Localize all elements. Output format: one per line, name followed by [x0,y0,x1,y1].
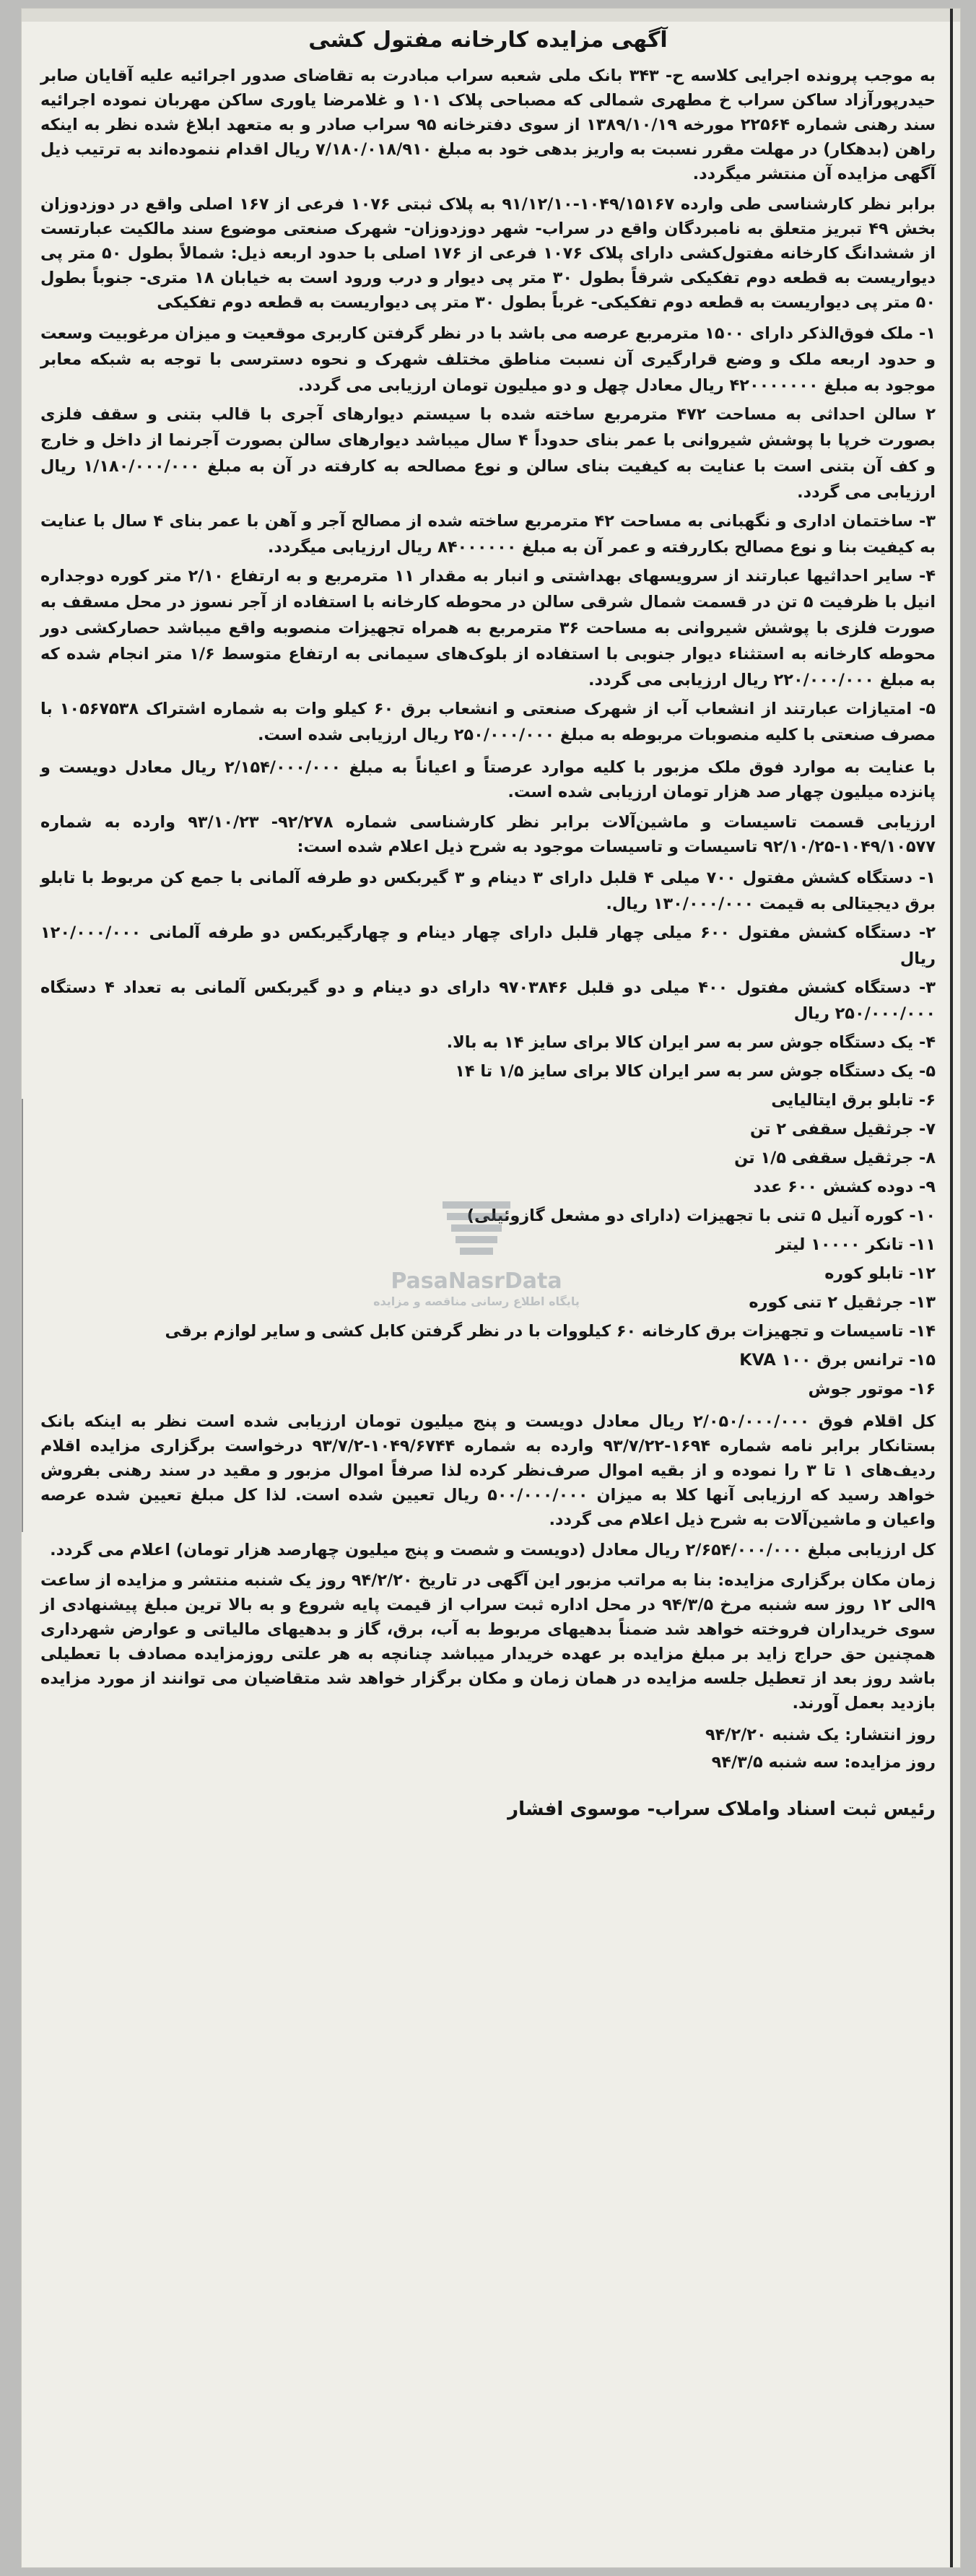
column-rule-left [22,1099,23,1532]
machine-item-7: ۷- جرثقیل سقفی ۲ تن [750,1120,936,1139]
watermark-brand: PasaNasrData [391,1269,562,1294]
notice-dates [40,1723,936,1775]
machine-item-9: ۹- دوده کشش ۶۰۰ عدد [753,1178,936,1196]
machine-item-12: ۱۲- تابلو کوره [824,1264,936,1283]
column-rule-right [950,9,953,2567]
machinery-list [40,865,936,1402]
newspaper-clipping [22,9,960,2567]
valuation-item-1: ۱- ملک فوق‌الذکر دارای ۱۵۰۰ مترمربع عرصه می باشد با در نظر گرفتن کاربری موقعیت و میزان مرغوبیت وسعت و حدود اربعه ملک و وضع قرارگیری آن نسبت مناطق مختلف شهرک و نحوه دسترسی با توجه به شبکه معابر موجود به مبلغ ۴۲۰۰۰۰۰۰۰ ریال معادل چهل و دو میلیون تومان ارزیابی می گردد. [40,324,936,395]
machinery-intro: ارزیابی قسمت تاسیسات و ماشین‌آلات برابر نظر کارشناسی شماره ۹۲/۲۷۸- ۹۳/۱۰/۲۳ وارده به شماره ۱۰۴۹/۱۰۵۷۷-۹۲/۱۰/۲۵ تاسیسات و تاسیسات موجود به شرح ذیل اعلام شده است: [40,813,936,856]
valuation-items [40,321,936,748]
property-description: برابر نظر کارشناسی طی وارده ۱۰۴۹/۱۵۱۶۷-۹۱/۱۲/۱۰ به پلاک ثبتی ۱۰۷۶ فرعی از ۱۶۷ اصلی واقع در دوزدوزان بخش ۴۹ تبریز متعلق به نامبردگان واقع در سراب- شهر دوزدوزان- شهرک صنعتی موضوع سند مالکیت عبارتست از ششدانگ کارخانه مفتول‌کشی دارای پلاک ۱۰۷۶ فرعی از ۱۷۶ اصلی با حدود اربعه ذیل: شمالاً بطول ۵۰ متر پی دیواریست به قطعه دوم تفکیکی شرقاً بطول ۳۰ متر پی دیوار و درب ورود است به خیابان ۱۸ متری- جنوباً بطول ۵۰ متر پی دیواریست به قطعه دوم تفکیکی- غرباً بطول ۳۰ متر پی دیواریست به قطعه دوم تفکیکی [40,195,936,312]
registry-signature: رئیس ثبت اسناد واملاک سراب- موسوی افشار [507,1798,936,1820]
machine-item-2: ۲- دستگاه کشش مفتول ۶۰۰ میلی چهار قلبل دارای چهار دینام و چهارگیربکس دو طرفه آلمانی ۱۲۰/۰۰۰/۰۰۰ ریال [40,923,936,968]
machine-item-16: ۱۶- موتور جوش [808,1380,936,1398]
machine-item-3: ۳- دستگاه کشش مفتول ۴۰۰ میلی دو قلبل ۹۷۰۳۸۴۶ دارای دو دینام و دو گیربکس آلمانی به تعداد ۴ دستگاه ۲۵۰/۰۰۰/۰۰۰ ریال [40,978,936,1023]
watermark-caption: پایگاه اطلاع رسانی مناقصه و مزایده [373,1294,580,1308]
machine-item-14: ۱۴- تاسیسات و تجهیزات برق کارخانه ۶۰ کیلووات با در نظر گرفتن کابل کشی و سایر لوازم برقی [165,1322,936,1341]
machinery-total: کل اقلام فوق ۲/۰۵۰/۰۰۰/۰۰۰ ریال معادل دویست و پنج میلیون تومان ارزیابی شده است نظر به اینکه بانک بستانکار برابر نامه شماره ۱۶۹۴-۹۳/۷/۲۲ وارده به شماره ۱۰۴۹/۶۷۴۴-۹۳/۷/۲ درخواست برگزاری مزایده اقلام ردیف‌های ۱ تا ۳ را نموده و از بقیه اموال صرف‌نظر کرده لذا صرفاً اموال مزبور و مقید در سند رهنی بفروش خواهد رسید که ارزیابی آنها کلا به میزان ۵۰۰/۰۰۰/۰۰۰ ریال تعیین شده است. لذا کل مبلغ تعیین شده عرصه واعیان و ماشین‌آلات به شرح ذیل اعلام می گردد. [40,1412,936,1529]
valuation-item-4: ۴- سایر احداثیها عبارتند از سرویسهای بهداشتی و انبار به مقدار ۱۱ مترمربع و به ارتفاع ۲/۱۰ متر کوره دوجداره انیل با ظرفیت ۵ تن در قسمت شمال شرقی سالن در محوطه کارخانه با استفاده از آجر نسوز در محل مسقف به صورت فلزی با پوشش شیروانی به مساحت ۳۶ مترمربع به همراه تجهیزات منصوبه واقع میباشد حصارکشی دور محوطه کارخانه به استثناء دیوار جنوبی با استفاده از بلوک‌های سیمانی به ارتفاع متوسط ۱/۶ متر انجام شده که به مبلغ ۲۲۰/۰۰۰/۰۰۰ ریال ارزیابی می گردد. [40,567,936,689]
valuation-item-2: ۲ سالن احداثی به مساحت ۴۷۲ مترمربع ساخته شده با سیستم دیوارهای آجری با قالب بتنی و سقف فلزی بصورت خرپا با پوشش شیروانی با عمر بنای حدوداً ۴ سال میباشد دیوارهای سالن بصورت آجرنما از داخل و خارج و کف آن بتنی است با عنایت به کیفیت بنای سالن و نوع مصالحه به کارفته در آن به مبلغ ۱/۱۸۰/۰۰۰/۰۰۰ ریال ارزیابی می گردد. [40,405,936,502]
machine-item-6: ۶- تابلو برق ایتالیایی [771,1091,936,1110]
grand-total: کل ارزیابی مبلغ ۲/۶۵۴/۰۰۰/۰۰۰ ریال معادل (دویست و شصت و پنج میلیون چهارصد هزار تومان) اعلام می گردد. [50,1541,936,1559]
land-total: با عنایت به موارد فوق ملک مزبور با کلیه موارد عرصتاً و اعیاناً به مبلغ ۲/۱۵۴/۰۰۰/۰۰۰ ریال معادل دویست و پانزده میلیون چهار صد هزار تومان ارزیابی شده است. [40,758,936,801]
notice-content [40,25,936,1842]
machine-item-11: ۱۱- تانکر ۱۰۰۰۰ لیتر [775,1235,936,1254]
valuation-item-3: ۳- ساختمان اداری و نگهبانی به مساحت ۴۲ مترمربع ساخته شده از مصالح آجر و آهن با عمر بنای ۴ سال با عنایت به کیفیت بنا و نوع مصالح بکاررفته و عمر آن به مبلغ ۸۴۰۰۰۰۰۰ ریال ارزیابی میگردد. [40,512,936,557]
valuation-item-5: ۵- امتیازات عبارتند از انشعاب آب از شهرک صنعتی و انشعاب برق ۶۰ کیلو وات به شماره اشتراک ۱۰۵۶۷۵۳۸ با مصرف صنعتی با کلیه منصوبات مربوطه به مبلغ ۲۵۰/۰۰۰/۰۰۰ ریال ارزیابی شده است. [40,700,936,744]
machine-item-4: ۴- یک دستگاه جوش سر به سر ایران کالا برای سایز ۱۴ به بالا. [446,1033,936,1052]
machine-item-5: ۵- یک دستگاه جوش سر به سر ایران کالا برای سایز ۱/۵ تا ۱۴ [455,1062,936,1081]
machine-item-13: ۱۳- جرثقیل ۲ تنی کوره [749,1293,936,1312]
auction-details: زمان مکان برگزاری مزایده: بنا به مراتب مزبور این آگهی در تاریخ ۹۴/۲/۲۰ روز یک شنبه منتشر و مزایده از ساعت ۹الی ۱۲ روز سه شنبه مرخ ۹۴/۳/۵ در محل اداره ثبت سراب از قیمت پایه شروع و به بالا ترین مبلغ پیشنهادی از سوی خریداران فروخته خواهد شد ضمناً بدهیهای مربوط به آب، برق، گاز و بدهیهای مالیاتی و عوارض شهرداری همچنین حق حراج زاید بر مبلغ مزایده بر عهده خریدار میباشد چنانچه به هر علتی روزمزایده مصادف با تعطیلی باشد روز بعد از تعطیل جلسه مزایده در همان زمان و مکان برگزار خواهد شد متقاضیان می توانند از مورد مزایده بازدید بعمل آورند. [40,1571,936,1713]
machine-item-1: ۱- دستگاه کشش مفتول ۷۰۰ میلی ۴ قلبل دارای ۳ دینام و ۳ گیربکس دو طرفه آلمانی با جمع کن مربوط با تابلو برق دیجیتالی به قیمت ۱۳۰/۰۰۰/۰۰۰ ریال. [40,869,936,913]
auction-date: روز مزایده: سه شنبه ۹۴/۳/۵ [711,1753,936,1772]
machine-item-10: ۱۰- کوره آنیل ۵ تنی با تجهیزات (دارای دو مشعل گازوئیلی) [466,1206,936,1225]
notice-title: آگهی مزایده کارخانه مفتول کشی [308,27,668,53]
publish-date: روز انتشار: یک شنبه ۹۴/۲/۲۰ [705,1726,936,1744]
clipping-top-trim [22,9,960,22]
notice-intro: به موجب پرونده اجرایی کلاسه ح- ۳۴۳ بانک ملی شعبه سراب مبادرت به تقاضای صدور اجرائیه علیه آقایان صابر حیدرپورآزاد ساکن سراب خ مطهری شمالی که مصباحی پلاک ۱۰۱ و غلامرضا یاوری ساکن مهربان نموده اجرائیه سند رهنی شماره ۲۲۵۶۴ مورخه ۱۳۸۹/۱۰/۱۹ از سوی دفترخانه ۹۵ سراب صادر و به متعهد ابلاغ شده نظر به اینکه راهن (بدهکار) در مهلت مقرر نسبت به واریز بدهی خود به مبلغ ۷/۱۸۰/۰۱۸/۹۱۰ ریال اقدام ننموده‌اند به ترتیب ذیل آگهی مزایده آن منتشر میگردد. [40,66,936,183]
machine-item-8: ۸- جرثقیل سقفی ۱/۵ تن [734,1149,936,1167]
machine-item-15: ۱۵- ترانس برق ۱۰۰ KVA [739,1351,936,1370]
